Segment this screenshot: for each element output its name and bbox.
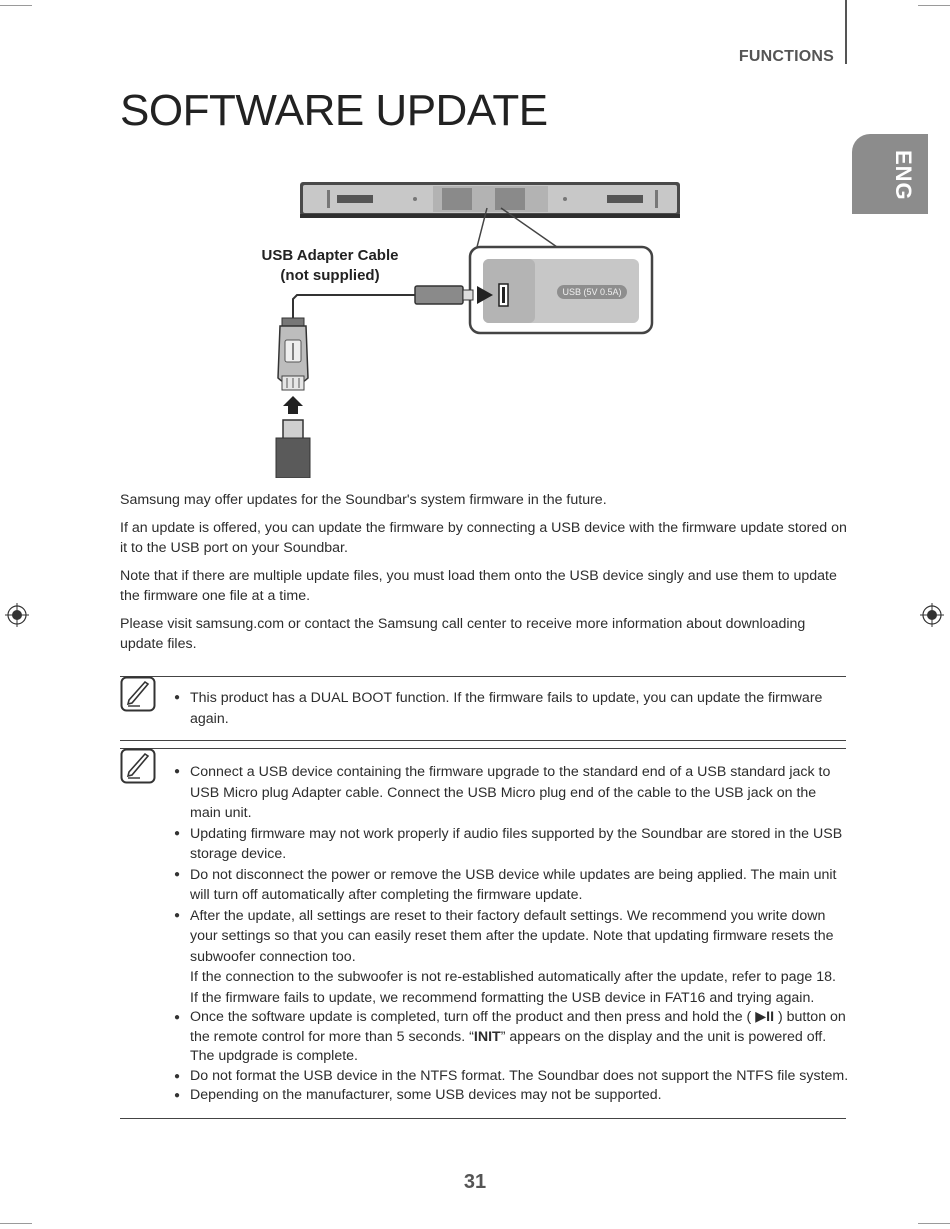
note-item-main: After the update, all settings are reset to their factory default settings. We recommend you write down your settings so that you can easily reset them after the update. Note that updating firmware resets the subwoofer connection too. <box>190 907 834 965</box>
usb-flash-drive <box>276 420 310 478</box>
paragraph: Note that if there are multiple update files, you must load them onto the USB device singly and use them to update the firmware one file at a time. <box>120 568 837 604</box>
note-item: ● Depending on the manufacturer, some USB devices may not be supported. <box>190 1086 850 1106</box>
paragraph: If an update is offered, you can update the firmware by connecting a USB device with the firmware update stored on it to the USB port on your Soundbar. <box>120 520 847 556</box>
text-run: ” appears on the display and the unit is powered off. The updgrade is complete. <box>190 1028 827 1064</box>
text-run: ) button on the remote control for more than 5 seconds. “ <box>190 1009 846 1045</box>
paragraph: Samsung may offer updates for the Soundbar's system firmware in the future. <box>120 492 607 508</box>
note-item: ● This product has a DUAL BOOT function. If the firmware fails to update, you can update the firmware again. <box>190 688 850 729</box>
insert-arrow <box>283 396 303 414</box>
note-top-rule <box>120 676 846 677</box>
note-item <box>190 1008 850 1067</box>
init-keyword: INIT <box>473 1028 501 1045</box>
cable-callout-label <box>255 246 405 286</box>
page-title: SOFTWARE UPDATE <box>120 86 548 135</box>
crop-mark-top-left <box>0 5 32 6</box>
crop-mark-bottom-left <box>0 1223 32 1224</box>
play-pause-symbol: ▶II <box>755 1009 775 1025</box>
note-box-1 <box>120 676 846 742</box>
usb-port-label: USB (5V 0.5A) <box>557 285 627 299</box>
usb-adapter-cable <box>278 286 493 390</box>
note-item: ● Do not disconnect the power or remove the USB device while updates are being applied. The main unit will turn off automatically after completing the firmware update. <box>190 865 850 906</box>
note-item-sub: If the firmware fails to update, we recommend formatting the USB device in FAT16 and trying again. <box>190 989 815 1006</box>
soundbar-illustration <box>300 182 680 218</box>
section-header: FUNCTIONS <box>738 48 834 65</box>
note-list <box>190 762 850 1106</box>
section-rule <box>845 0 847 64</box>
note-box-2 <box>120 748 849 1120</box>
note-item: ● Updating firmware may not work properly if audio files supported by the Soundbar are stored in the USB storage device. <box>190 824 850 865</box>
note-bottom-rule <box>120 1118 846 1119</box>
registration-mark-right <box>920 603 944 627</box>
crop-mark-top-right <box>918 5 950 6</box>
usb-connection-diagram <box>255 178 695 478</box>
cable-label-line2: (not supplied) <box>280 267 380 284</box>
note-list <box>190 688 850 729</box>
note-top-rule <box>120 748 846 749</box>
paragraph: Please visit samsung.com or contact the Samsung call center to receive more information about downloading update files. <box>120 616 806 652</box>
registration-mark-left <box>5 603 29 627</box>
note-pencil-icon <box>120 676 156 712</box>
language-tab <box>852 134 928 214</box>
intro-text <box>120 490 850 662</box>
note-bottom-rule <box>120 740 846 741</box>
cable-label-line1: USB Adapter Cable <box>261 247 399 264</box>
crop-mark-bottom-right <box>918 1223 950 1224</box>
note-item <box>190 906 850 1009</box>
page-number: 31 <box>463 1171 487 1193</box>
text-run: Once the software update is completed, turn off the product and then press and hold the ( <box>190 1009 756 1025</box>
note-pencil-icon <box>120 748 156 784</box>
note-item: ● Do not format the USB device in the NTFS format. The Soundbar does not support the NTFS file system. <box>190 1067 850 1087</box>
note-item: ● Connect a USB device containing the firmware upgrade to the standard end of a USB standard jack to USB Micro plug Adapter cable. Connect the USB Micro plug end of the cable to the USB jack on the main unit. <box>190 762 850 824</box>
note-item-sub: If the connection to the subwoofer is not re-established automatically after the update, refer to page 18. <box>190 969 836 985</box>
language-tab-label: ENG <box>891 150 916 201</box>
